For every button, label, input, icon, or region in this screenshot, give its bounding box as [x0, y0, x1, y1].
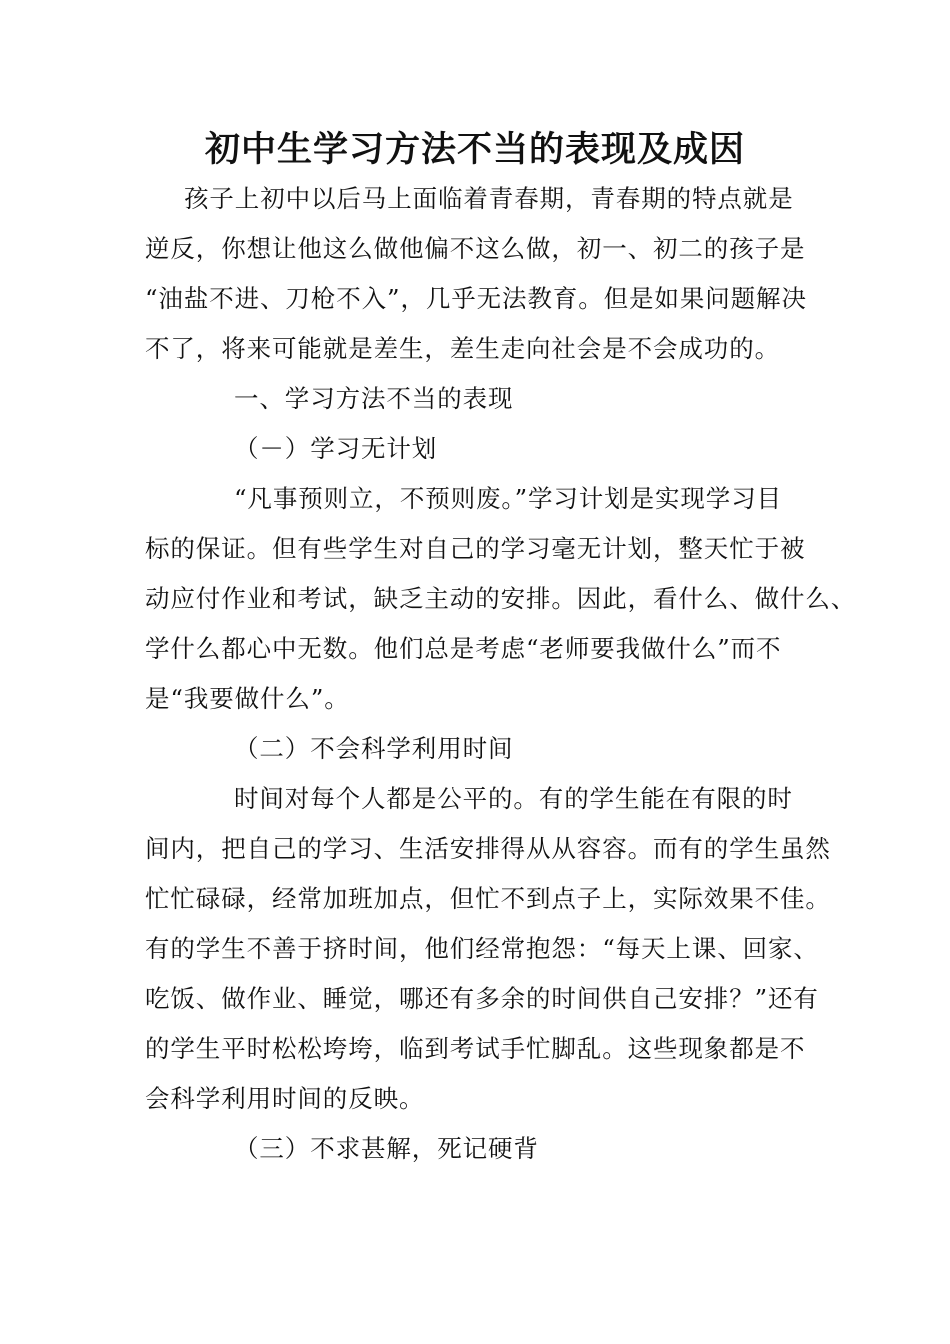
sub1-line-3: 动应付作业和考试，缺乏主动的安排。因此，看什么、做什么、	[145, 584, 857, 613]
sub2-line-3: 忙忙碌碌，经常加班加点，但忙不到点子上，实际效果不佳。	[145, 884, 831, 913]
sub2-line-2: 间内，把自己的学习、生活安排得从从容容。而有的学生虽然	[145, 834, 831, 863]
sub2-line-1: 时间对每个人都是公平的。有的学生能在有限的时	[234, 784, 793, 813]
subsection-heading-2: （二）不会科学利用时间	[234, 734, 514, 763]
intro-line-4: 不了，将来可能就是差生，差生走向社会是不会成功的。	[145, 334, 780, 363]
sub1-line-4: 学什么都心中无数。他们总是考虑“老师要我做什么”而不	[145, 634, 782, 663]
sub1-line-5: 是“我要做什么”。	[145, 684, 350, 713]
sub1-line-2: 标的保证。但有些学生对自己的学习毫无计划，整天忙于被	[145, 534, 806, 563]
subsection-heading-3: （三）不求甚解，死记硬背	[234, 1134, 539, 1163]
intro-line-2: 逆反，你想让他这么做他偏不这么做，初一、初二的孩子是	[145, 234, 806, 263]
sub2-line-6: 的学生平时松松垮垮，临到考试手忙脚乱。这些现象都是不	[145, 1034, 806, 1063]
sub2-line-4: 有的学生不善于挤时间，他们经常抱怨：“每天上课、回家、	[145, 934, 819, 963]
intro-line-3: “油盐不进、刀枪不入”，几乎无法教育。但是如果问题解决	[145, 284, 807, 313]
sub1-line-1: “凡事预则立，不预则废。”学习计划是实现学习目	[234, 484, 782, 513]
sub2-line-5: 吃饭、做作业、睡觉，哪还有多余的时间供自己安排？”还有	[145, 984, 819, 1013]
intro-line-1: 孩子上初中以后马上面临着青春期，青春期的特点就是	[184, 184, 794, 213]
document-title: 初中生学习方法不当的表现及成因	[204, 129, 745, 170]
sub2-line-7: 会科学利用时间的反映。	[145, 1084, 425, 1113]
subsection-heading-1: （－）学习无计划	[234, 434, 438, 463]
section-heading-1: 一、学习方法不当的表现	[234, 384, 514, 413]
